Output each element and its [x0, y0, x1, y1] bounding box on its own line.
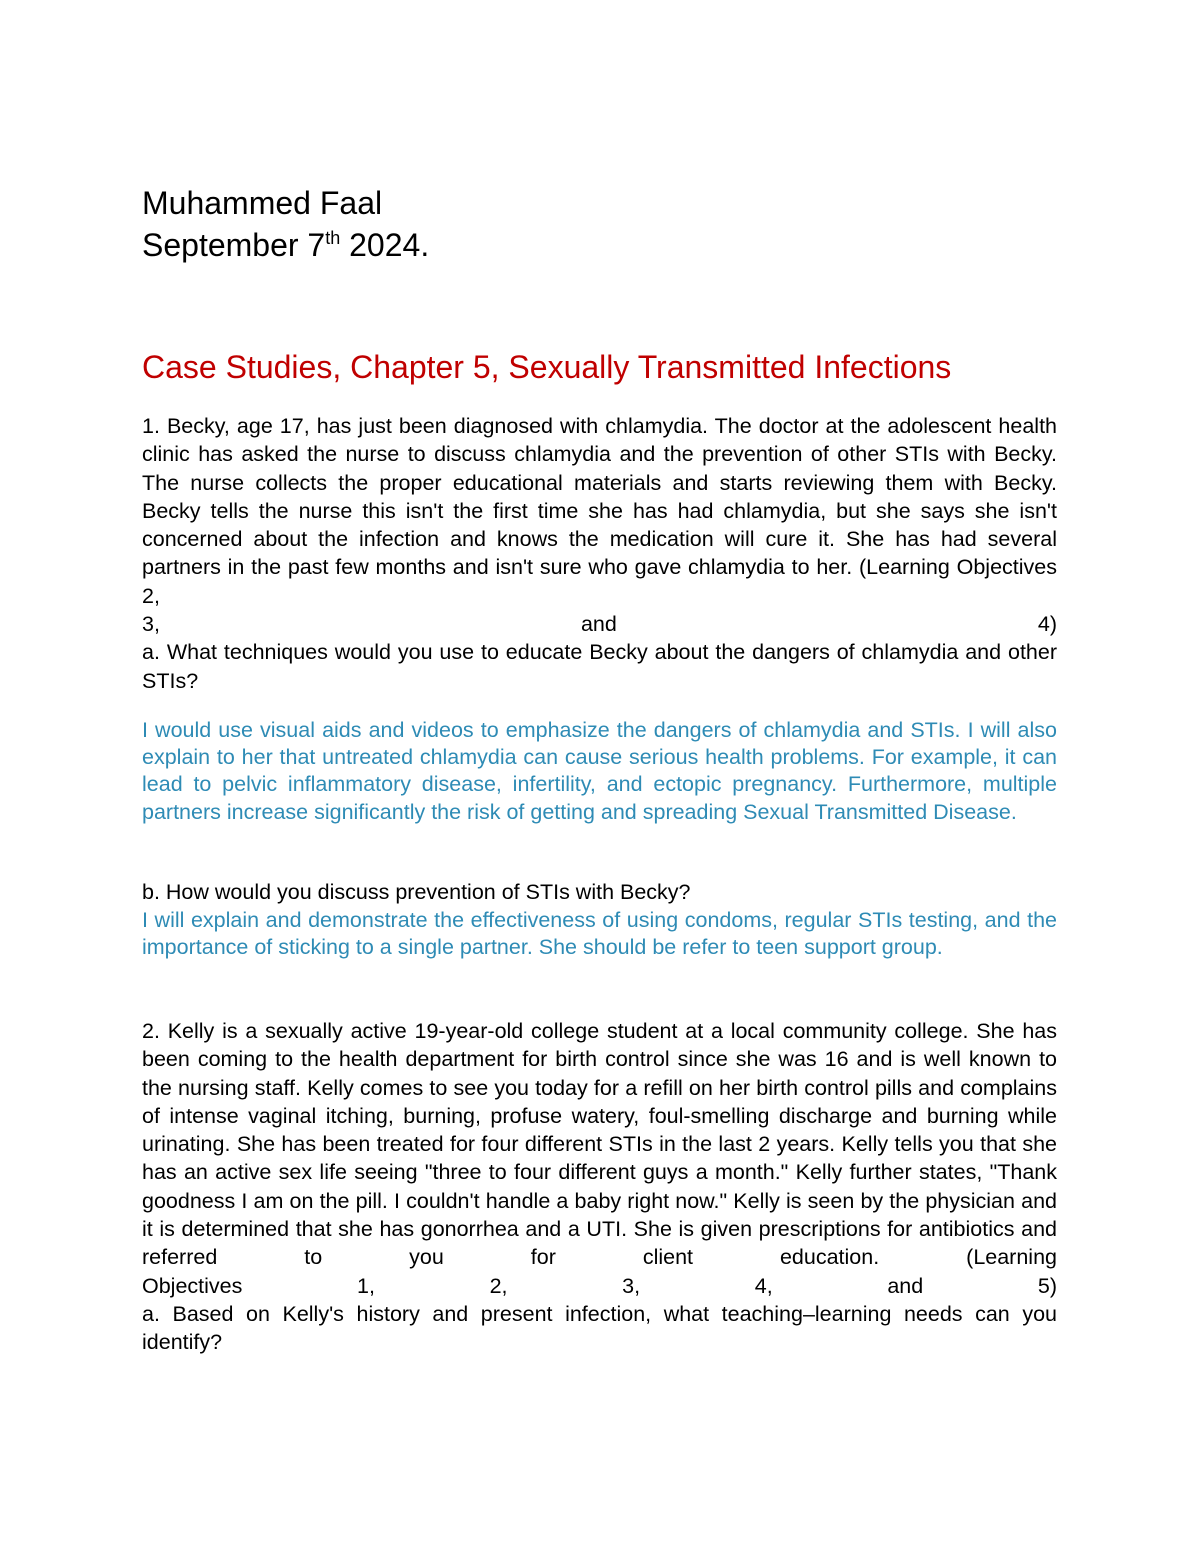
case1-answer-b: I will explain and demonstrate the effectiveness of using condoms, regular STIs testing, and the importance of sticking to a single partner. She should be refer to teen support group.: [142, 907, 1057, 959]
document-page: [142, 182, 1057, 1355]
case1-question: [142, 412, 1057, 695]
document-title: Case Studies, Chapter 5, Sexually Transmitted Infections: [142, 349, 952, 385]
case1-objectives-tail: 3, and 4): [142, 612, 1057, 637]
date-suffix: 2024.: [340, 227, 430, 263]
document-date: [142, 224, 1057, 266]
case1-question-a: a. What techniques would you use to educate Becky about the dangers of chlamydia and other STIs?: [142, 640, 1057, 693]
date-prefix: September 7: [142, 227, 326, 263]
case2-objectives-tail: Objectives 1, 2, 3, 4, and 5): [142, 1273, 1057, 1298]
case2-question-body: 2. Kelly is a sexually active 19-year-old college student at a local community college. She has been coming to the health department for birth control since she was 16 and is well known to the nursing staff. Kelly comes to see you today for a refill on her birth control pills and complains of intense vaginal itching, burning, profuse watery, foul-smelling discharge and burning while urinating. She has been treated for four different STIs in the last 2 years. Kelly tells you that she has an active sex life seeing "three to four different guys a month." Kelly further states, "Thank goodness I am on the pill. I couldn't handle a baby right now." Kelly is seen by the physician and it is determined that she has gonorrhea and a UTI. She is given prescriptions for antibiotics and referred to you for client education. (Learning: [142, 1019, 1057, 1270]
case1-answer-a-text: I would use visual aids and videos to emphasize the dangers of chlamydia and STIs. I will also explain to her that untreated chlamydia can cause serious health problems. For example, it can lead to pelvic inflammatory disease, infertility, and ectopic pregnancy. Furthermore, multiple partners increase significantly the risk of getting and spreading Sexual Transmitted Disease.: [142, 718, 1057, 824]
case1-question-body: 1. Becky, age 17, has just been diagnosed with chlamydia. The doctor at the adolescent health clinic has asked the nurse to discuss chlamydia and the prevention of other STIs with Becky. The nurse collects the proper educational materials and starts reviewing them with Becky. Becky tells the nurse this isn't the first time she has had chlamydia, but she says she isn't concerned about the infection and knows the medication will cure it. She has had several partners in the past few months and isn't sure who gave chlamydia to her. (Learning Objectives 2,: [142, 414, 1057, 608]
case2-question-a: a. Based on Kelly's history and present infection, what teaching–learning needs can you identify?: [142, 1301, 1057, 1355]
case2-question: [142, 1017, 1057, 1357]
case1-part-b: [142, 879, 1057, 962]
date-ordinal-suffix: th: [325, 228, 341, 248]
author-name: Muhammed Faal: [142, 185, 383, 221]
case1-answer-a: [142, 717, 1057, 826]
case1-question-b: b. How would you discuss prevention of STIs with Becky?: [142, 880, 691, 904]
